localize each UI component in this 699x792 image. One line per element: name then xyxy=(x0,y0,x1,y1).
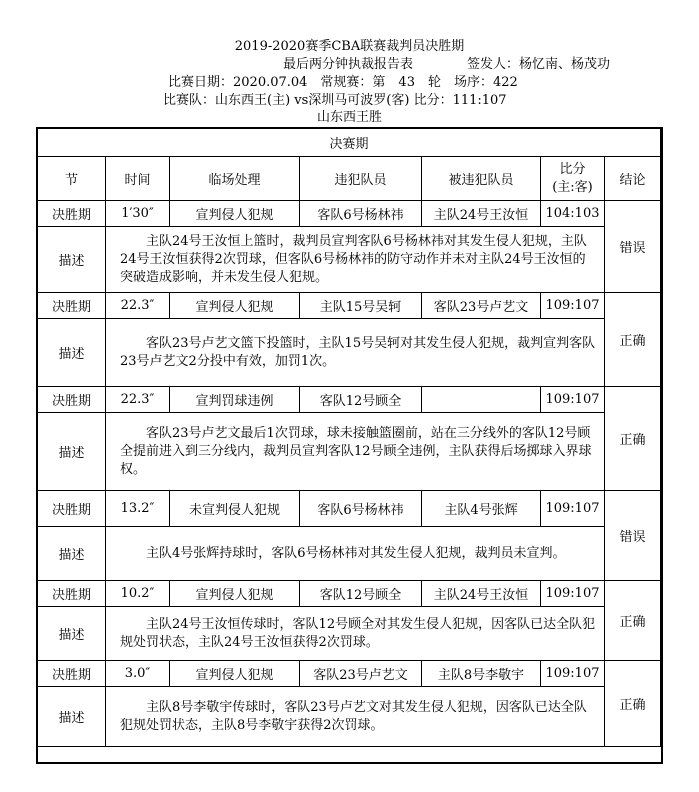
col-time: 时间 xyxy=(106,157,170,201)
description-text: 主队8号李敬宇传球时，客队23号卢艺文对其发生侵人犯规，因客队已达全队犯规处罚状态，主队8号李敬宇获得2次罚球。 xyxy=(106,687,605,747)
cell-conclusion: 错误 xyxy=(605,201,661,293)
cell-score: 109:107 xyxy=(541,491,605,527)
desc-label: 描述 xyxy=(38,607,106,661)
desc-label: 描述 xyxy=(38,527,106,581)
description-text: 客队23号卢艺文篮下投篮时，主队15号吴轲对其发生侵人犯规，裁判宣判客队23号卢艺文2分投中有效，加罚1次。 xyxy=(106,319,605,387)
description-row xyxy=(38,527,661,581)
report-table xyxy=(37,128,661,747)
cell-period: 决胜期 xyxy=(38,293,106,319)
cell-offender: 客队6号杨林祎 xyxy=(300,201,422,227)
cell-period: 决胜期 xyxy=(38,387,106,413)
section-title: 决赛期 xyxy=(38,129,661,157)
description-text: 主队24号王汝恒传球时，客队12号顾全对其发生侵人犯规，因客队已达全队犯规处罚状态，主队24号王汝恒获得2次罚球。 xyxy=(106,607,605,661)
report-subtitle: 最后两分钟执裁报告表 xyxy=(283,57,414,72)
description-row xyxy=(38,319,661,387)
col-period: 节 xyxy=(38,157,106,201)
cell-conclusion: 正确 xyxy=(605,293,661,387)
cell-offender: 主队15号吴轲 xyxy=(300,293,422,319)
cell-time: 13.2″ xyxy=(106,491,170,527)
cell-decision: 未宣判侵人犯规 xyxy=(170,491,300,527)
cell-period: 决胜期 xyxy=(38,581,106,607)
col-offender: 违犯队员 xyxy=(300,157,422,201)
cell-period: 决胜期 xyxy=(38,491,106,527)
col-conclusion: 结论 xyxy=(605,157,661,201)
cell-victim: 主队24号王汝恒 xyxy=(422,581,541,607)
event-row xyxy=(38,661,661,687)
description-row xyxy=(38,607,661,661)
description-row xyxy=(38,687,661,747)
cell-victim: 主队4号张辉 xyxy=(422,491,541,527)
desc-label: 描述 xyxy=(38,319,106,387)
cell-time: 22.3″ xyxy=(106,293,170,319)
cell-victim xyxy=(422,387,541,413)
description-text: 主队4号张辉持球时，客队6号杨林祎对其发生侵人犯规，裁判员未宣判。 xyxy=(106,527,605,581)
cell-period: 决胜期 xyxy=(38,201,106,227)
winner: 山东西王胜 xyxy=(316,110,382,125)
cell-period: 决胜期 xyxy=(38,661,106,687)
description-row xyxy=(38,227,661,293)
signer: 签发人：杨忆南、杨茂功 xyxy=(467,57,611,72)
cell-victim: 客队23号卢艺文 xyxy=(422,293,541,319)
col-score: 比分 (主:客) xyxy=(541,157,605,201)
description-text: 主队24号王汝恒上篮时，裁判员宣判客队6号杨林祎对其发生侵人犯规，主队24号王汝恒获得2次罚球，但客队6号杨林祎的防守动作并未对主队24号王汝恒的突破造成影响，并未发生侵人犯规。 xyxy=(106,227,605,293)
cell-conclusion: 正确 xyxy=(605,661,661,747)
event-row xyxy=(38,201,661,227)
desc-label: 描述 xyxy=(38,227,106,293)
cell-score: 109:107 xyxy=(541,581,605,607)
event-row xyxy=(38,387,661,413)
cell-decision: 宣判侵人犯规 xyxy=(170,293,300,319)
col-victim: 被违犯队员 xyxy=(422,157,541,201)
cell-conclusion: 正确 xyxy=(605,387,661,491)
cell-victim: 主队8号李敬宇 xyxy=(422,661,541,687)
col-decision: 临场处理 xyxy=(170,157,300,201)
cell-decision: 宣判侵人犯规 xyxy=(170,201,300,227)
cell-offender: 客队12号顾全 xyxy=(300,581,422,607)
cell-score: 109:107 xyxy=(541,387,605,413)
cell-score: 109:107 xyxy=(541,661,605,687)
event-row xyxy=(38,491,661,527)
cell-offender: 客队12号顾全 xyxy=(300,387,422,413)
desc-label: 描述 xyxy=(38,413,106,491)
cell-decision: 宣判侵人犯规 xyxy=(170,581,300,607)
cell-time: 3.0″ xyxy=(106,661,170,687)
cell-conclusion: 正确 xyxy=(605,581,661,661)
cell-offender: 客队23号卢艺文 xyxy=(300,661,422,687)
event-row xyxy=(38,581,661,607)
cell-time: 22.3″ xyxy=(106,387,170,413)
match-info: 比赛日期：2020.07.04 常规赛：第 43 轮 场序：422 xyxy=(168,75,518,90)
cell-conclusion: 错误 xyxy=(605,491,661,581)
cell-time: 10.2″ xyxy=(106,581,170,607)
cell-decision: 宣判侵人犯规 xyxy=(170,661,300,687)
event-row xyxy=(38,293,661,319)
cell-time: 1′30″ xyxy=(106,201,170,227)
cell-score: 104:103 xyxy=(541,201,605,227)
cell-victim: 主队24号王汝恒 xyxy=(422,201,541,227)
cell-offender: 客队6号杨林祎 xyxy=(300,491,422,527)
cell-score: 109:107 xyxy=(541,293,605,319)
description-row xyxy=(38,413,661,491)
report-title: 2019-2020赛季CBA联赛裁判员决胜期 xyxy=(234,39,465,54)
cell-decision: 宣判罚球违例 xyxy=(170,387,300,413)
desc-label: 描述 xyxy=(38,687,106,747)
teams-info: 比赛队：山东西王(主) vs深圳马可波罗(客) 比分：111:107 xyxy=(163,93,507,108)
description-text: 客队23号卢艺文最后1次罚球，球未接触篮圈前，站在三分线外的客队12号顾全提前进入到三分线内，裁判员宣判客队12号顾全违例，主队获得后场掷球入界球权。 xyxy=(106,413,605,491)
